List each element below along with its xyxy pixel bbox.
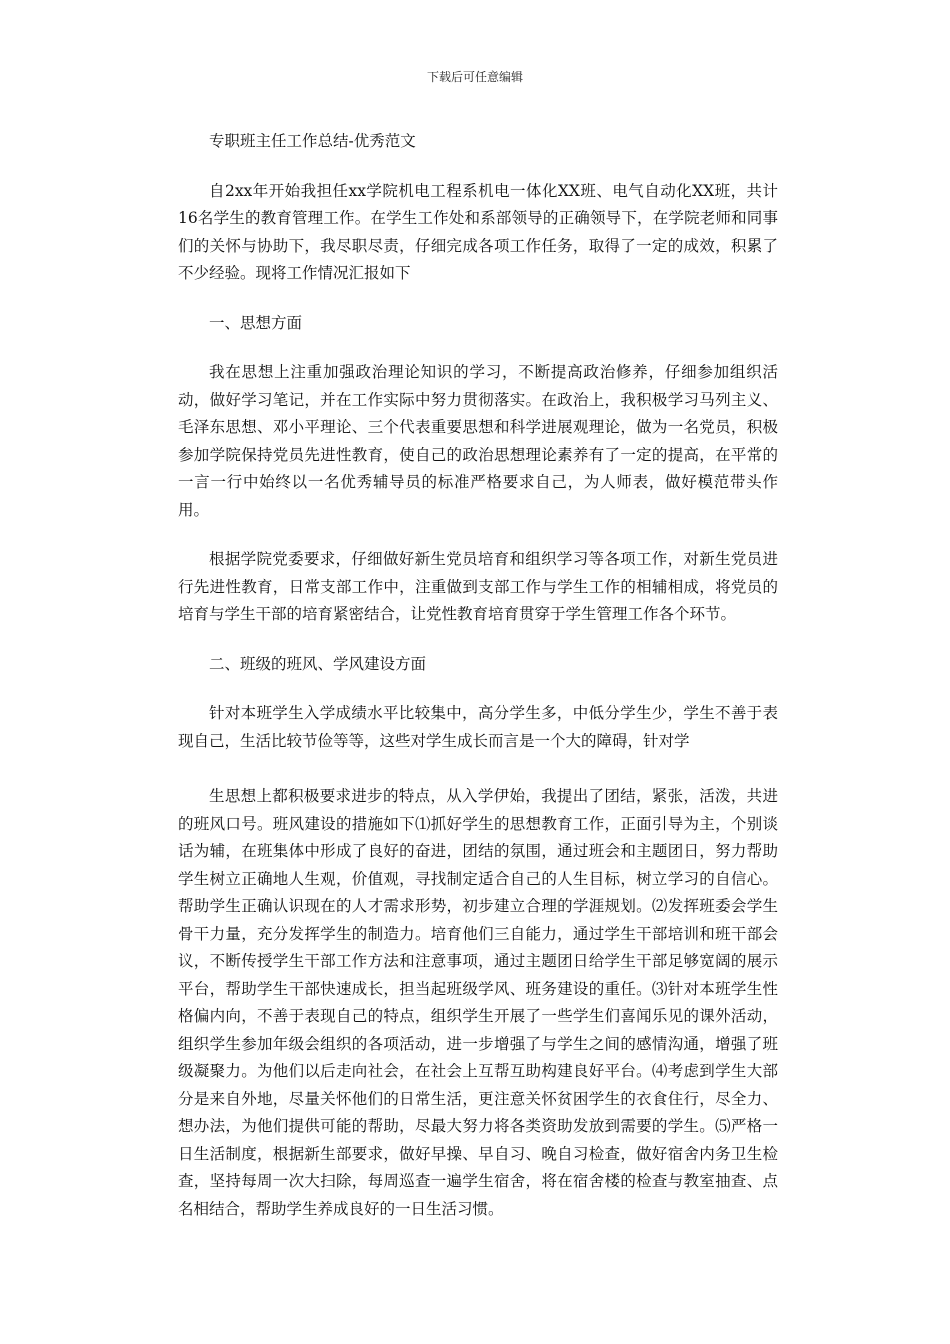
section-2-paragraph-1: 针对本班学生入学成绩水平比较集中，高分学生多，中低分学生少，学生不善于表现自己，生活比较节俭等等，这些对学生成长而言是一个大的障碍，针对学 (178, 704, 778, 750)
document-body (178, 128, 778, 1223)
section-1-paragraph-1: 我在思想上注重加强政治理论知识的学习，不断提高政治修养，仔细参加组织活动，做好学习笔记，并在工作实际中努力贯彻落实。在政治上，我积极学习马列主义、毛泽东思想、邓小平理论、三个代表重要思想和科学进展观理论，做为一名党员，积极参加学院保持党员先进性教育，使自己的政治思想理论素养有了一定的提高，在平常的一言一行中始终以一名优秀辅导员的标准严格要求自己，为人师表，做好模范带头作用。 (178, 363, 778, 519)
header-note: 下载后可任意编辑 (426, 70, 523, 84)
intro-paragraph: 自2xx年开始我担任xx学院机电工程系机电一体化XX班、电气自动化XX班，共计16名学生的教育管理工作。在学生工作处和系部领导的正确领导下，在学院老师和同事们的关怀与协助下，我尽职尽责，仔细完成各项工作任务，取得了一定的成效，积累了不少经验。现将工作情况汇报如下 (178, 181, 778, 282)
document-title: 专职班主任工作总结-优秀范文 (209, 132, 416, 150)
section-2-paragraph-2: 生思想上都积极要求进步的特点，从入学伊始，我提出了团结，紧张，活泼，共进的班风口号。班风建设的措施如下⑴抓好学生的思想教育工作，正面引导为主，个别谈话为辅，在班集体中形成了良好的奋进，团结的氛围，通过班会和主题团日，努力帮助学生树立正确地人生观，价值观，寻找制定适合自己的人生目标，树立学习的自信心。帮助学生正确认识现在的人才需求形势，初步建立合理的学涯规划。⑵发挥班委会学生骨干力量，充分发挥学生的制造力。培育他们三自能力，通过学生干部培训和班干部会议，不断传授学生干部工作方法和注意事项，通过主题团日给学生干部足够宽阔的展示平台，帮助学生干部快速成长，担当起班级学风、班务建设的重任。⑶针对本班学生性格偏内向，不善于表现自己的特点，组织学生开展了一些学生们喜闻乐见的课外活动，组织学生参加年级会组织的各项活动，进一步增强了与学生之间的感情沟通，增强了班级凝聚力。为他们以后走向社会，在社会上互帮互助构建良好平台。⑷考虑到学生大部分是来自外地，尽量关怀他们的日常生活，更注意关怀贫困学生的衣食住行，尽全力、想办法，为他们提供可能的帮助，尽最大努力将各类资助发放到需要的学生。⑸严格一日生活制度，根据新生部要求，做好早操、早自习、晚自习检查，做好宿舍内务卫生检查，坚持每周一次大扫除，每周巡查一遍学生宿舍，将在宿舍楼的检查与教室抽查、点名相结合，帮助学生养成良好的一日生活习惯。 (178, 787, 778, 1218)
section-1-paragraph-2: 根据学院党委要求，仔细做好新生党员培育和组织学习等各项工作，对新生党员进行先进性教育，日常支部工作中，注重做到支部工作与学生工作的相辅相成，将党员的培育与学生干部的培育紧密结合，让党性教育培育贯穿于学生管理工作各个环节。 (178, 550, 778, 623)
section-1-heading: 一、思想方面 (209, 313, 303, 332)
section-2-heading: 二、班级的班风、学风建设方面 (209, 654, 427, 673)
